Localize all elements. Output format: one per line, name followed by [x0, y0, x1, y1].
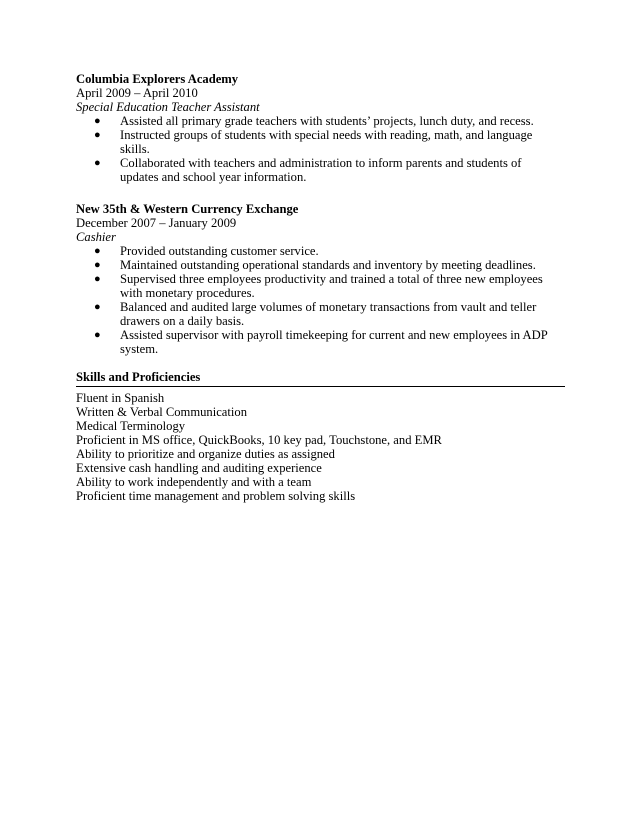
- duty-item: [76, 258, 566, 272]
- skill-item: Written & Verbal Communication: [76, 405, 247, 419]
- duty-item: [76, 328, 566, 356]
- skills-section-heading: Skills and Proficiencies: [76, 370, 565, 387]
- duty-item: [76, 156, 566, 184]
- bullet-icon: ●: [94, 115, 101, 127]
- resume-content: [76, 72, 566, 503]
- skill-item: Proficient in MS office, QuickBooks, 10 key pad, Touchstone, and EMR: [76, 433, 442, 447]
- duty-list: [76, 244, 566, 356]
- duty-text: Balanced and audited large volumes of monetary transactions from vault and teller drawers on a daily basis.: [120, 300, 537, 328]
- duty-text: Assisted supervisor with payroll timekeeping for current and new employees in ADP system.: [120, 328, 548, 356]
- duty-item: [76, 300, 566, 328]
- employer-name: New 35th & Western Currency Exchange: [76, 202, 299, 216]
- skill-item: Proficient time management and problem solving skills: [76, 489, 356, 503]
- skill-item: Extensive cash handling and auditing experience: [76, 461, 322, 475]
- employer-name: Columbia Explorers Academy: [76, 72, 239, 86]
- bullet-icon: ●: [94, 259, 101, 271]
- duty-item: [76, 272, 566, 300]
- employment-dates: April 2009 – April 2010: [76, 86, 198, 100]
- job-entry: [76, 202, 566, 356]
- duty-text: Maintained outstanding operational standards and inventory by meeting deadlines.: [120, 258, 536, 272]
- bullet-icon: ●: [94, 273, 101, 285]
- duty-item: [76, 244, 566, 258]
- bullet-icon: ●: [94, 129, 101, 141]
- duty-text: Assisted all primary grade teachers with students’ projects, lunch duty, and recess.: [120, 114, 534, 128]
- skill-item: Ability to prioritize and organize duties as assigned: [76, 447, 335, 461]
- job-title: Cashier: [76, 230, 116, 244]
- skill-item: Fluent in Spanish: [76, 391, 165, 405]
- duty-text: Supervised three employees productivity and trained a total of three new employees with monetary procedures.: [120, 272, 543, 300]
- duty-text: Instructed groups of students with special needs with reading, math, and language skills.: [120, 128, 533, 156]
- skill-item: Medical Terminology: [76, 419, 186, 433]
- duty-text: Provided outstanding customer service.: [120, 244, 319, 258]
- skills-list: [76, 391, 566, 503]
- duty-item: [76, 114, 566, 128]
- bullet-icon: ●: [94, 301, 101, 313]
- employment-dates: December 2007 – January 2009: [76, 216, 237, 230]
- job-title: Special Education Teacher Assistant: [76, 100, 260, 114]
- duty-item: [76, 128, 566, 156]
- job-entry: [76, 72, 566, 184]
- bullet-icon: ●: [94, 329, 101, 341]
- duty-list: [76, 114, 566, 184]
- bullet-icon: ●: [94, 245, 101, 257]
- duty-text: Collaborated with teachers and administration to inform parents and students of updates and school year information.: [120, 156, 522, 184]
- skill-item: Ability to work independently and with a team: [76, 475, 312, 489]
- bullet-icon: ●: [94, 157, 101, 169]
